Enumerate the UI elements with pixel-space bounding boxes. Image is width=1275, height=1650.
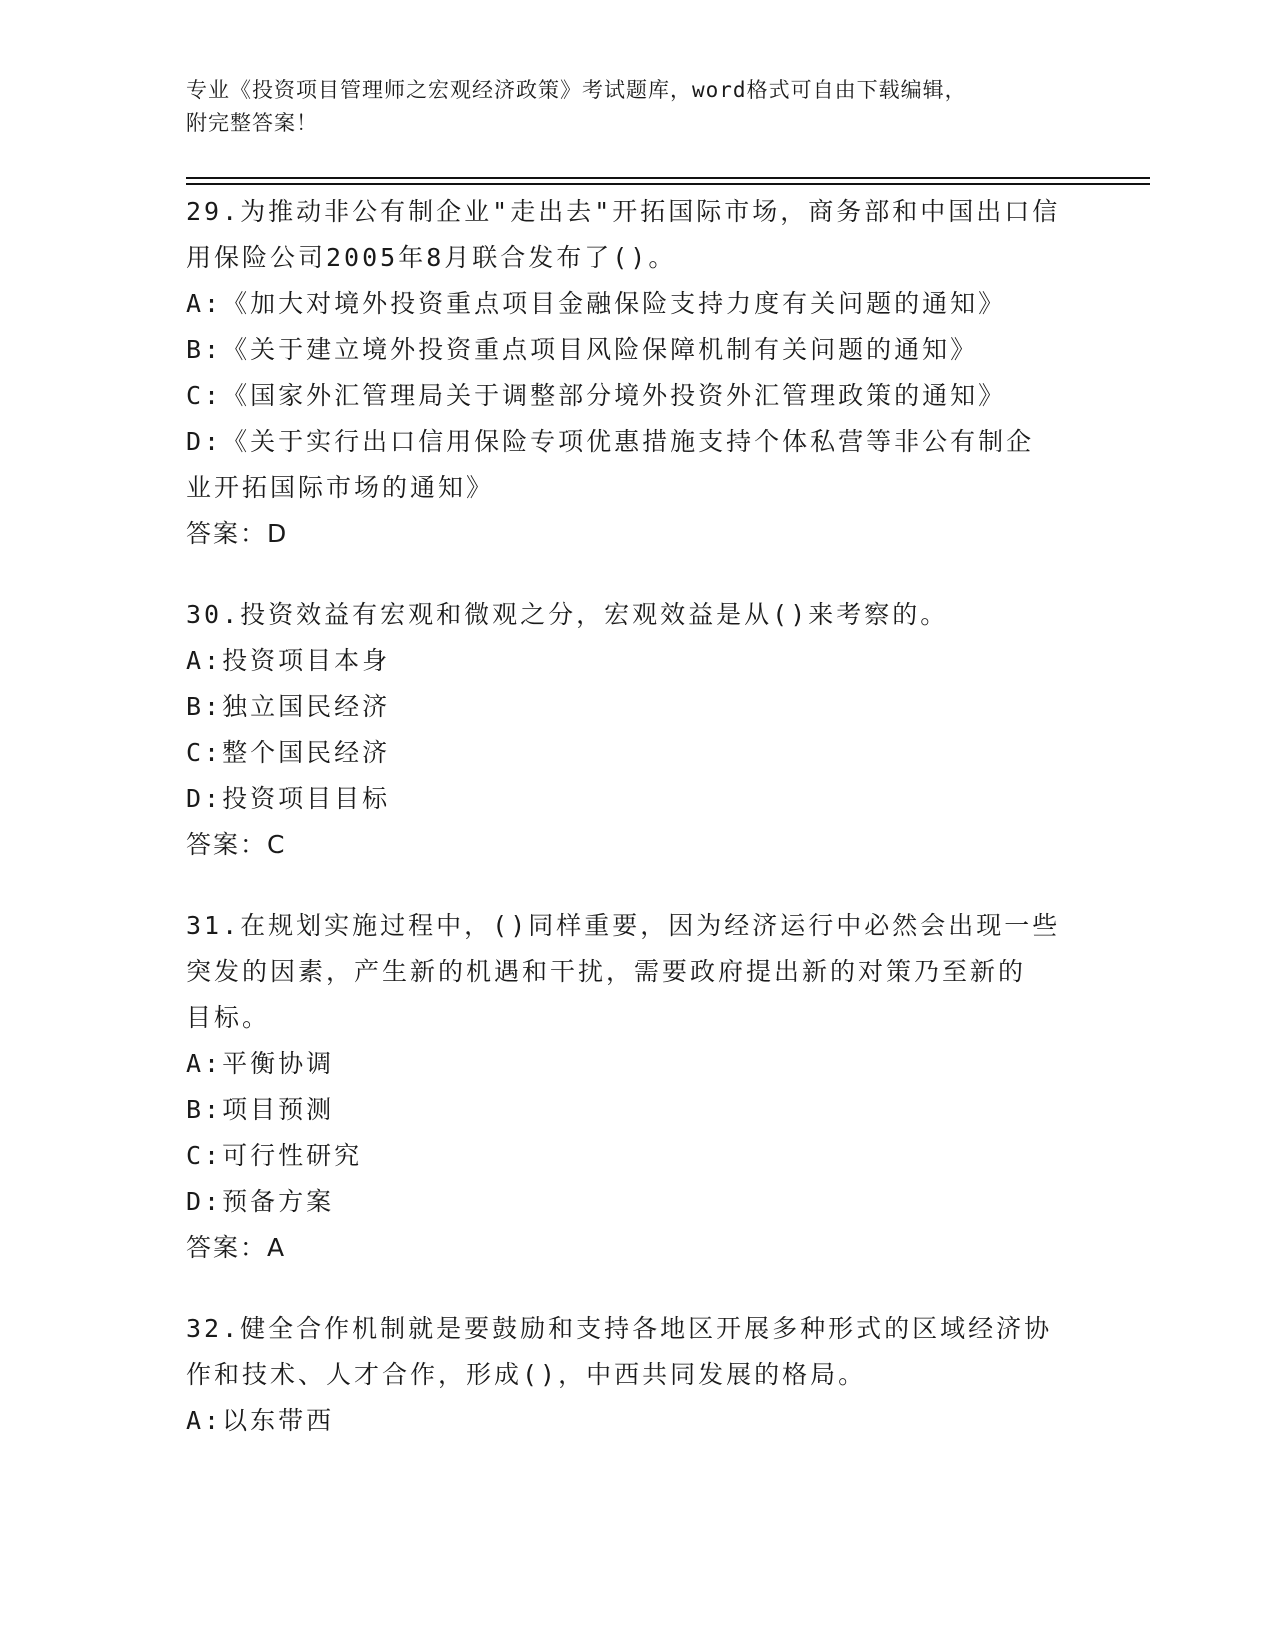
stem-line: 用保险公司2005年8月联合发布了()。 [186, 243, 677, 272]
question-32 [186, 1306, 1086, 1444]
option-a [186, 281, 1086, 327]
option-line: A:以东带西 [186, 1406, 335, 1435]
option-b [186, 684, 1086, 730]
option-line: B:项目预测 [186, 1095, 335, 1124]
document-header [186, 74, 1046, 140]
stem-line: 29.为推动非公有制企业"走出去"开拓国际市场，商务部和中国出口信 [186, 197, 1061, 226]
option-line: 业开拓国际市场的通知》 [186, 473, 495, 502]
stem-line: 32.健全合作机制就是要鼓励和支持各地区开展多种形式的区域经济协 [186, 1314, 1053, 1343]
question-list [186, 189, 1086, 1479]
question-stem [186, 903, 1086, 1041]
option-b [186, 327, 1086, 373]
question-stem [186, 592, 1086, 638]
stem-line: 目标。 [186, 1003, 271, 1032]
stem-line: 作和技术、人才合作，形成()，中西共同发展的格局。 [186, 1360, 867, 1389]
option-d [186, 1179, 1086, 1225]
option-line: A:《加大对境外投资重点项目金融保险支持力度有关问题的通知》 [186, 289, 1007, 318]
option-c [186, 373, 1086, 419]
stem-line: 突发的因素，产生新的机遇和干扰，需要政府提出新的对策乃至新的 [186, 957, 1027, 986]
option-line: C:整个国民经济 [186, 738, 391, 767]
option-line: C:《国家外汇管理局关于调整部分境外投资外汇管理政策的通知》 [186, 381, 1007, 410]
option-c [186, 730, 1086, 776]
question-29 [186, 189, 1086, 557]
option-a [186, 1398, 1086, 1444]
answer-line: 答案：C [186, 830, 287, 859]
question-stem [186, 189, 1086, 281]
question-31 [186, 903, 1086, 1271]
option-d [186, 419, 1086, 511]
option-a [186, 1041, 1086, 1087]
answer-line: 答案：A [186, 1233, 287, 1262]
option-line: D:《关于实行出口信用保险专项优惠措施支持个体私营等非公有制企 [186, 427, 1035, 456]
header-divider-top [186, 177, 1150, 179]
answer-line: 答案：D [186, 519, 289, 548]
stem-line: 31.在规划实施过程中，()同样重要，因为经济运行中必然会出现一些 [186, 911, 1061, 940]
option-line: B:独立国民经济 [186, 692, 391, 721]
question-30 [186, 592, 1086, 868]
option-line: D:投资项目目标 [186, 784, 391, 813]
option-c [186, 1133, 1086, 1179]
option-line: B:《关于建立境外投资重点项目风险保障机制有关问题的通知》 [186, 335, 979, 364]
option-d [186, 776, 1086, 822]
option-b [186, 1087, 1086, 1133]
stem-line: 30.投资效益有宏观和微观之分，宏观效益是从()来考察的。 [186, 600, 949, 629]
header-line-2: 附完整答案！ [186, 111, 318, 135]
header-divider-bottom [186, 183, 1150, 185]
question-stem [186, 1306, 1086, 1398]
option-line: D:预备方案 [186, 1187, 335, 1216]
option-a [186, 638, 1086, 684]
option-line: A:投资项目本身 [186, 646, 391, 675]
header-line-1: 专业《投资项目管理师之宏观经济政策》考试题库，word格式可自由下载编辑， [186, 78, 967, 102]
option-line: A:平衡协调 [186, 1049, 335, 1078]
option-line: C:可行性研究 [186, 1141, 363, 1170]
